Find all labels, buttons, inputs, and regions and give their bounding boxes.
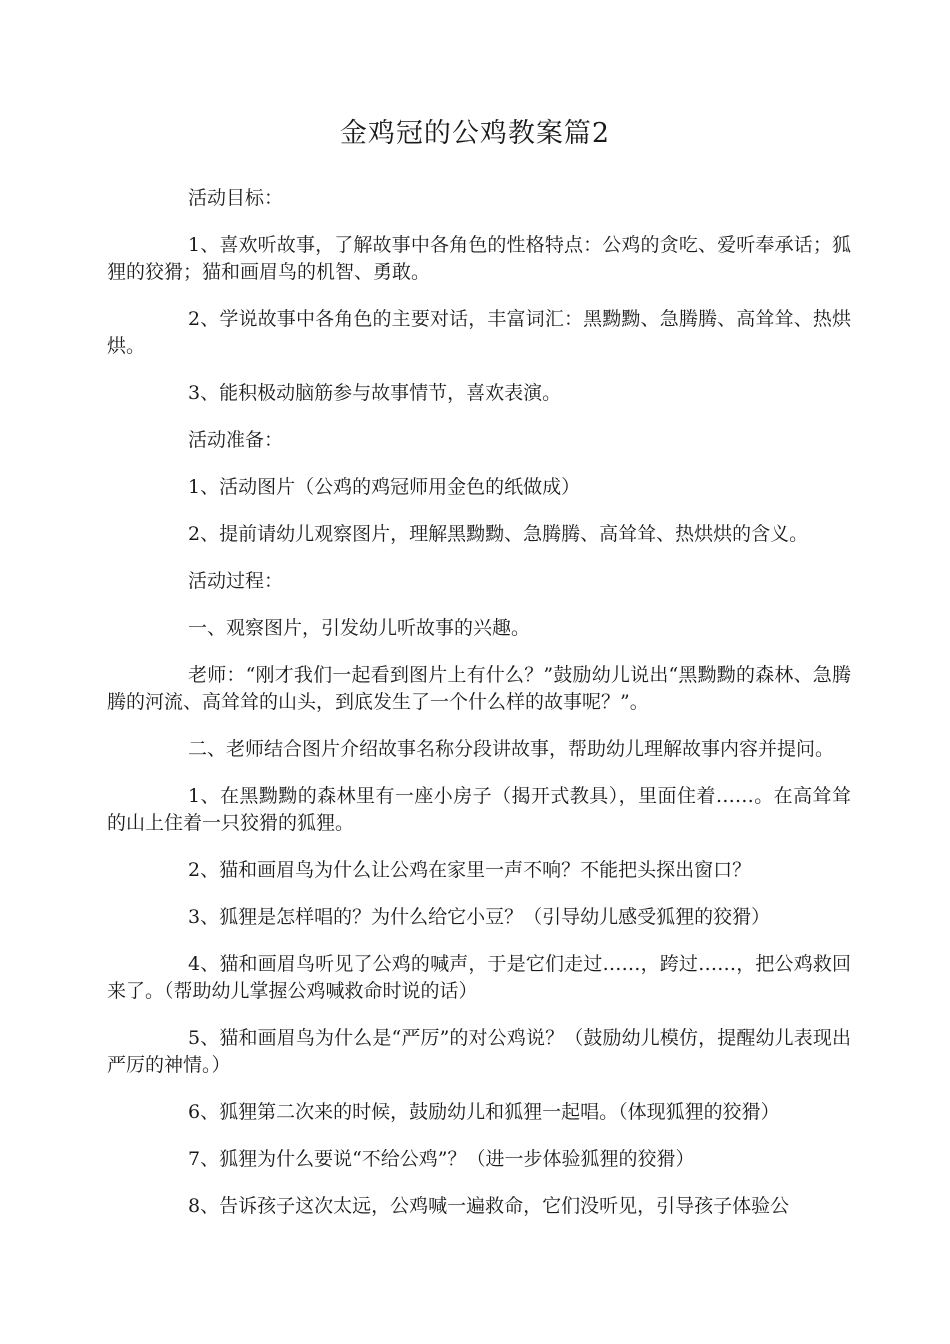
document-body <box>107 185 851 1240</box>
question-item-7: 7、狐狸为什么要说“不给公鸡”？（进一步体验狐狸的狡猾） <box>188 1148 695 1170</box>
document-title: 金鸡冠的公鸡教案篇2 <box>339 118 611 149</box>
question-item-5: 5、猫和画眉鸟为什么是“严厉”的对公鸡说？（鼓励幼儿模仿，提醒幼儿表现出严厉的神情。） <box>107 1027 851 1076</box>
question-item-4: 4、猫和画眉鸟听见了公鸡的喊声，于是它们走过……，跨过……，把公鸡救回来了。（帮助幼儿掌握公鸡喊救命时说的话） <box>107 953 851 1002</box>
question-item-1: 1、在黑黝黝的森林里有一座小房子（揭开式教具），里面住着……。在高耸耸的山上住着一只狡猾的狐狸。 <box>107 785 851 834</box>
question-item-2: 2、猫和画眉鸟为什么让公鸡在家里一声不响？不能把头探出窗口？ <box>188 859 752 881</box>
process-step-1: 一、观察图片，引发幼儿听故事的兴趣。 <box>188 617 531 639</box>
question-item-8: 8、告诉孩子这次太远，公鸡喊一遍救命，它们没听见，引导孩子体验公 <box>188 1195 790 1217</box>
question-item-3: 3、狐狸是怎样唱的？为什么给它小豆？（引导幼儿感受狐狸的狡猾） <box>188 906 771 928</box>
section-heading-goals: 活动目标： <box>188 187 284 209</box>
teacher-dialogue: 老师：“刚才我们一起看到图片上有什么？”鼓励幼儿说出“黑黝黝的森林、急腾腾的河流、高耸耸的山头，到底发生了一个什么样的故事呢？”。 <box>107 664 851 713</box>
goal-item-1: 1、喜欢听故事，了解故事中各角色的性格特点：公鸡的贪吃、爱听奉承话；狐狸的狡猾；猫和画眉鸟的机智、勇敢。 <box>107 234 851 283</box>
section-heading-preparation: 活动准备： <box>188 429 284 451</box>
preparation-item-2: 2、提前请幼儿观察图片，理解黑黝黝、急腾腾、高耸耸、热烘烘的含义。 <box>188 523 809 545</box>
question-item-6: 6、狐狸第二次来的时候，鼓励幼儿和狐狸一起唱。（体现狐狸的狡猾） <box>188 1101 780 1123</box>
preparation-item-1: 1、活动图片（公鸡的鸡冠师用金色的纸做成） <box>188 476 581 498</box>
goal-item-3: 3、能积极动脑筋参与故事情节，喜欢表演。 <box>188 382 562 404</box>
section-heading-process: 活动过程： <box>188 570 284 592</box>
process-step-2: 二、老师结合图片介绍故事名称分段讲故事，帮助幼儿理解故事内容并提问。 <box>188 738 835 760</box>
goal-item-2: 2、学说故事中各角色的主要对话，丰富词汇：黑黝黝、急腾腾、高耸耸、热烘烘。 <box>107 308 851 357</box>
